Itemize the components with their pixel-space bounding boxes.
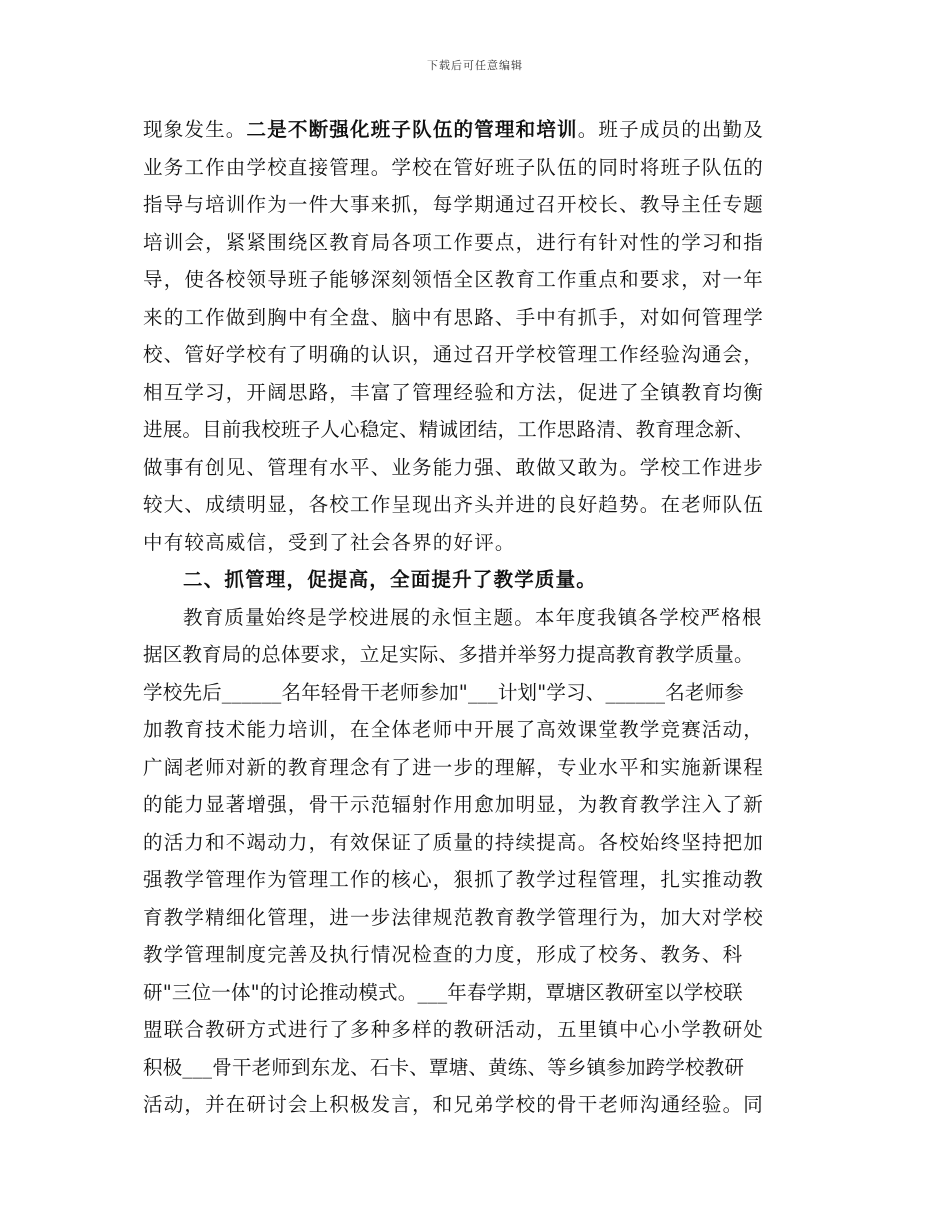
paragraph-1-line-3: 指导与培训作为一件大事来抓，每学期通过召开校长、教导主任专题: [143, 193, 765, 216]
emphasis-text: 二是不断强化班子队伍的管理和培训: [246, 118, 578, 141]
paragraph-2-line-10: 教学管理制度完善及执行情况检查的力度，形成了校务、教务、科: [143, 943, 744, 966]
paragraph-2-line-2: 据区教育局的总体要求，立足实际、多措并举努力提高教育教学质量。: [143, 643, 754, 666]
paragraph-1-line-8: 相互学习，开阔思路，丰富了管理经验和方法，促进了全镇教育均衡: [143, 380, 765, 404]
paragraph-2-line-7: 的活力和不竭动力，有效保证了质量的持续提高。各校始终坚持把加: [143, 830, 765, 854]
document-body: [143, 111, 823, 1124]
paragraph-2-line-1: 教育质量始终是学校进展的永恒主题。本年度我镇各学校严格根: [183, 605, 763, 629]
paragraph-2-line-5: 广阔老师对新的教育理念有了进一步的理解，专业水平和实施新课程: [143, 755, 765, 779]
paragraph-2-line-9: 育教学精细化管理，进一步法律规范教育教学管理行为，加大对学校: [143, 905, 765, 929]
paragraph-1-line-6: 来的工作做到胸中有全盘、脑中有思路、手中有抓手，对如何管理学: [143, 305, 765, 329]
paragraph-1-line-7: 校、管好学校有了明确的认识，通过召开学校管理工作经验沟通会，: [143, 343, 765, 366]
paragraph-2-line-8: 强教学管理作为管理工作的核心，狠抓了教学过程管理，扎实推动教: [143, 868, 765, 891]
paragraph-1-line-12: 中有较高威信，受到了社会各界的好评。: [143, 530, 516, 554]
text-run: 。班子成员的出勤及: [577, 118, 765, 141]
header-note: 下载后可任意编辑: [427, 59, 523, 72]
paragraph-2-line-13: 积极___骨干老师到东龙、石卡、覃塘、黄练、等乡镇参加跨学校教研: [143, 1055, 745, 1079]
text-run: 现象发生。: [143, 118, 247, 141]
paragraph-1-line-1: [143, 111, 823, 149]
paragraph-1-line-10: 做事有创见、管理有水平、业务能力强、敢做又敢为。学校工作进步: [143, 455, 765, 479]
paragraph-1-line-5: 导，使各校领导班子能够深刻领悟全区教育工作重点和要求，对一年: [143, 268, 765, 291]
paragraph-2-line-14: 活动，并在研讨会上积极发言，和兄弟学校的骨干老师沟通经验。同: [143, 1093, 765, 1116]
paragraph-2-line-3: 学校先后______名年轻骨干老师参加"___计划"学习、______名老师参: [143, 680, 744, 704]
paragraph-1-line-4: 培训会，紧紧围绕区教育局各项工作要点，进行有针对性的学习和指: [143, 230, 765, 254]
paragraph-2-line-12: 盟联合教研方式进行了多种多样的教研活动，五里镇中心小学教研处: [143, 1018, 765, 1041]
paragraph-2-line-4: 加教育技术能力培训，在全体老师中开展了高效课堂教学竞赛活动，: [143, 718, 765, 741]
section-heading: 二、抓管理，促提高，全面提升了教学质量。: [183, 568, 598, 591]
paragraph-1-line-11: 较大、成绩明显，各校工作呈现出齐头并进的良好趋势。在老师队伍: [143, 493, 765, 516]
paragraph-2-line-11: 研"三位一体"的讨论推动模式。___年春学期，覃塘区教研室以学校联: [143, 980, 743, 1004]
paragraph-2-line-6: 的能力显著增强，骨干示范辐射作用愈加明显，为教育教学注入了新: [143, 793, 765, 816]
paragraph-1-line-9: 进展。目前我校班子人心稳定、精诚团结，工作思路清、教育理念新、: [143, 418, 754, 441]
paragraph-1-line-2: 业务工作由学校直接管理。学校在管好班子队伍的同时将班子队伍的: [143, 155, 765, 179]
